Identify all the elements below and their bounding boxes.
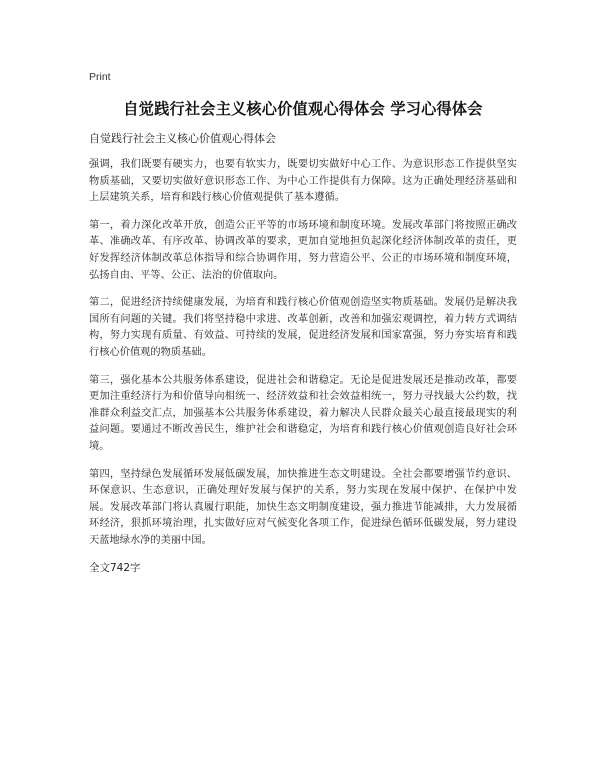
article-subtitle: 自觉践行社会主义核心价值观心得体会	[89, 132, 276, 145]
document-page	[89, 70, 517, 576]
word-count: 全文742字	[89, 562, 141, 575]
paragraph-2: 第二，促进经济持续健康发展，为培育和践行核心价值观创造坚实物质基础。发展仍是解决我国所有问题的关键。我们将坚持稳中求进、改革创新，改善和加强宏观调控，着力转方式调结构，努力实现有质量、有效益、可持续的发展，促进经济发展和国家富强，努力夯实培育和践行核心价值观的物质基础。	[89, 297, 517, 358]
paragraph-intro: 强调，我们既要有硬实力，也要有软实力，既要切实做好中心工作、为意识形态工作提供坚实物质基础，又要切实做好意识形态工作、为中心工作提供有力保障。这为正确处理经济基础和上层建筑关系，培育和践行核心价值观提供了基本遵循。	[89, 159, 517, 204]
paragraph-4: 第四，坚持绿色发展循环发展低碳发展，加快推进生态文明建设。全社会都要增强节约意识、环保意识、生态意识，正确处理好发展与保护的关系，努力实现在发展中保护、在保护中发展。发展改革部门将认真履行职能，加快生态文明制度建设，强力推进节能减排，大力发展循环经济，狠抓环境治理，扎实做好应对气候变化各项工作，促进绿色循环低碳发展，努力建设天蓝地绿水净的美丽中国。	[89, 468, 517, 546]
page-title: 自觉践行社会主义核心价值观心得体会 学习心得体会	[123, 100, 483, 118]
paragraph-3: 第三，强化基本公共服务体系建设，促进社会和谐稳定。无论是促进发展还是推动改革，都要更加注重经济行为和价值导向相统一、经济效益和社会效益相统一，努力寻找最大公约数，找准群众利益交汇点，加强基本公共服务体系建设，着力解决人民群众最关心最直接最现实的利益问题。要通过不断改善民生，维护社会和谐稳定，为培育和践行核心价值观创造良好社会环境。	[89, 374, 517, 452]
print-link[interactable]: Print	[89, 71, 111, 83]
paragraph-1: 第一，着力深化改革开放，创造公正平等的市场环境和制度环境。发展改革部门将按照正确改革、准确改革、有序改革、协调改革的要求，更加自觉地担负起深化经济体制改革的责任，更好发挥经济体制改革总体指导和综合协调作用，努力营造公平、公正的市场环境和制度环境，弘扬自由、平等、公正、法治的价值取向。	[89, 219, 517, 281]
